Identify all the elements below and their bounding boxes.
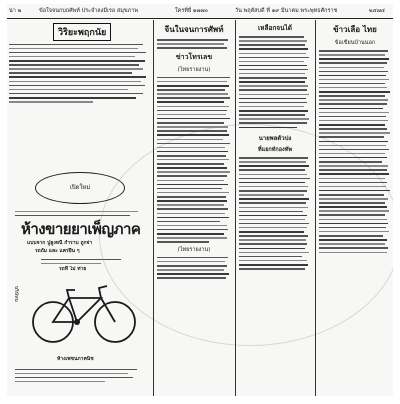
column-1-heading: วิริยะพฤกนัย: [53, 23, 111, 41]
newspaper-page: [7, 4, 393, 396]
column-2: [157, 20, 231, 396]
header-year: ๒๔๗๔: [369, 8, 386, 14]
ad-store-name: ห้างขายยาเพ็ญภาค: [21, 220, 141, 238]
column-3-subheading-2: ที่แยกท์กองทัพ: [258, 147, 292, 154]
header-day: ใครทิ่ยี่ ๑๗๗๐: [175, 8, 209, 14]
header-title: ข้อใจจนกบถศัพท์ ประจำลงมีเรอ สมุขภาพ: [39, 8, 138, 14]
column-2-heading: จีนในจนการศัพท์: [164, 25, 224, 34]
ad-line-1: แบบจาก ปูลูงหนี้ กำราบ ถูกจ่า: [27, 240, 93, 246]
ad-footer-lines: [15, 366, 143, 385]
bicycle-illustration: [29, 272, 139, 346]
column-2-bottom-note: (ไทยรายงาน): [177, 246, 211, 253]
ad-oval: [35, 172, 125, 204]
column-2-text: [157, 77, 231, 243]
column-rule: [235, 20, 236, 396]
ad-footer: ห้างเพชนภาคนิช: [57, 356, 94, 362]
column-4-heading: ข้าวเลือ ไทย: [333, 25, 377, 34]
column-1-heading-box: [53, 20, 149, 41]
column-1-text: [9, 44, 149, 103]
ad-oval-text: เปิดใหม่: [69, 184, 91, 191]
page-header: [7, 4, 393, 19]
column-4-subheading: ข้อเขียนบ้านนอก: [334, 40, 376, 46]
column-rule: [315, 20, 316, 396]
header-date-line: วัน พฤหัสบดี ที่ ๑๙ มีนาคม พระพุทธศักราช: [235, 8, 338, 14]
column-3-subheading: นายพลตัวปง: [258, 135, 292, 143]
column-2-subheading: ข่าวโทรเลข: [175, 52, 213, 61]
ad-side-label: บริษัทบ: [13, 286, 19, 302]
column-rule: [153, 20, 154, 396]
column-2-note: (ไทยรายงาน): [177, 66, 211, 73]
ad-line-2: รถถั่ม และ แคร่ยืน ๆ: [35, 248, 80, 254]
page-number: น่า ๒: [9, 8, 22, 14]
column-3: [239, 20, 311, 396]
column-3-heading: เหลือกจนได้: [257, 24, 293, 32]
column-4: [319, 20, 391, 396]
ad-line-3: รถที่ ไม่ ท่าย: [59, 266, 87, 272]
